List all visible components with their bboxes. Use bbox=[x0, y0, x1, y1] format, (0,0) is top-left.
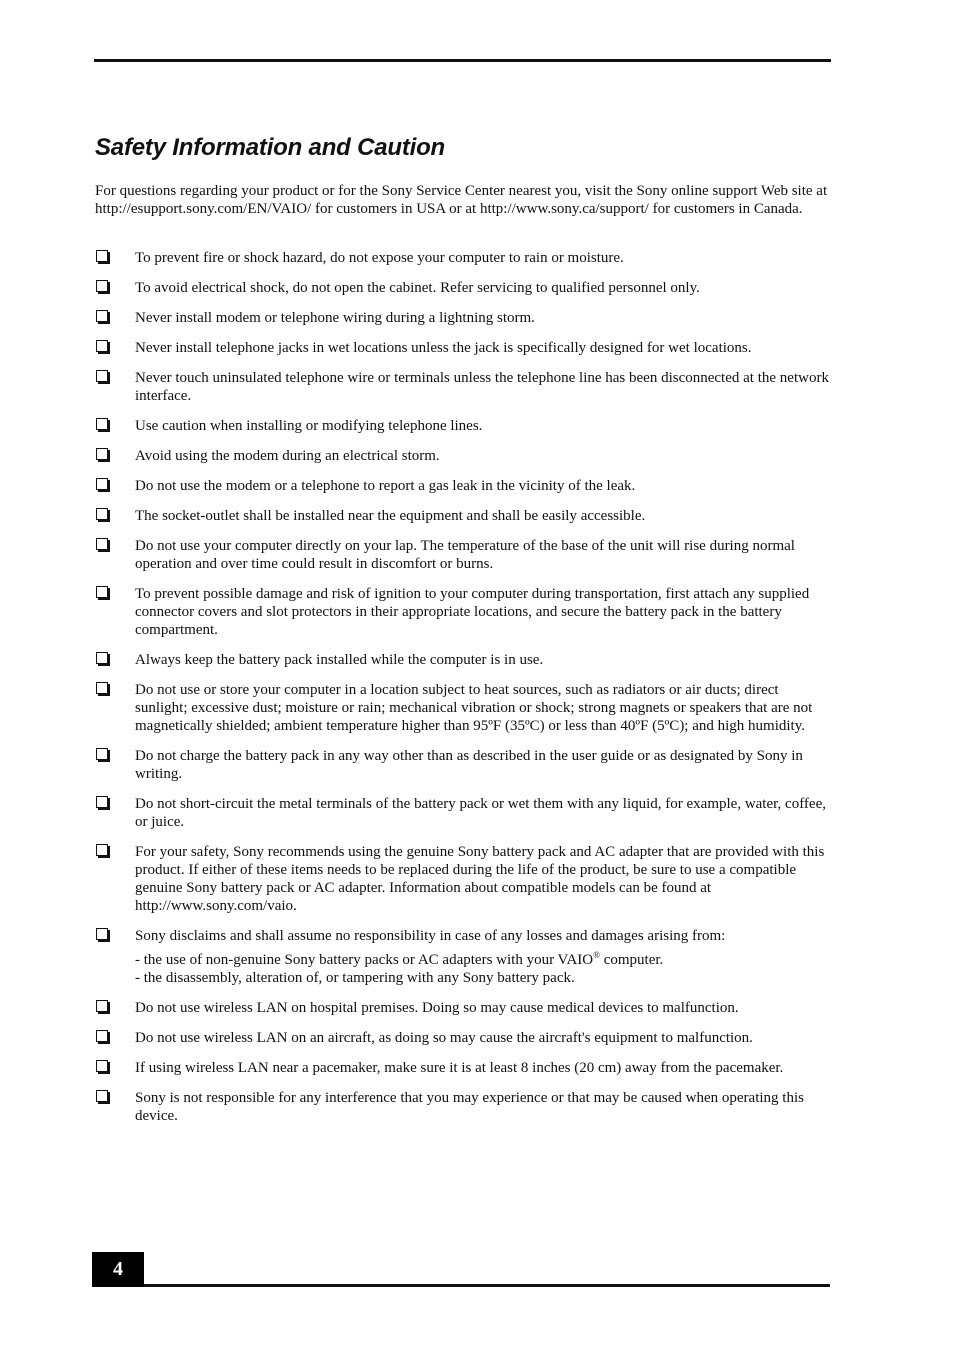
list-item: For your safety, Sony recommends using the genuine Sony battery pack and AC adapter that are provided with this product. If either of these items needs to be replaced during the life of the product, be sure to use a compatible genuine Sony battery pack or AC adapter. Information about compatible models can be found at http://www.sony.com/vaio. bbox=[95, 843, 831, 915]
checkbox-icon bbox=[96, 796, 108, 808]
header-rule bbox=[94, 59, 831, 62]
checkbox-icon bbox=[96, 280, 108, 292]
checkbox-icon bbox=[96, 250, 108, 262]
checkbox-icon bbox=[96, 748, 108, 760]
checkbox-icon bbox=[96, 652, 108, 664]
checkbox-icon bbox=[96, 586, 108, 598]
checkbox-icon bbox=[96, 928, 108, 940]
list-item: The socket-outlet shall be installed near the equipment and shall be easily accessible. bbox=[95, 507, 831, 525]
checkbox-icon bbox=[96, 508, 108, 520]
disclaimer-sub-1: - the use of non-genuine Sony battery packs or AC adapters with your VAIO® computer. bbox=[135, 950, 664, 968]
disclaimer-sub-2: - the disassembly, alteration of, or tampering with any Sony battery pack. bbox=[135, 970, 575, 986]
list-item: Never touch uninsulated telephone wire or terminals unless the telephone line has been disconnected at the network interface. bbox=[95, 369, 831, 405]
registered-mark: ® bbox=[593, 950, 600, 960]
list-item: Never install telephone jacks in wet locations unless the jack is specifically designed for wet locations. bbox=[95, 339, 831, 357]
checkbox-icon bbox=[96, 478, 108, 490]
list-item: Never install modem or telephone wiring during a lightning storm. bbox=[95, 309, 831, 327]
checkbox-icon bbox=[96, 538, 108, 550]
list-item: Do not short-circuit the metal terminals of the battery pack or wet them with any liquid, for example, water, coffee, or juice. bbox=[95, 795, 831, 831]
list-item: Sony is not responsible for any interference that you may experience or that may be caused when operating this device. bbox=[95, 1089, 831, 1125]
list-item: Use caution when installing or modifying telephone lines. bbox=[95, 417, 831, 435]
checkbox-icon bbox=[96, 340, 108, 352]
intro-paragraph: For questions regarding your product or for the Sony Service Center nearest you, visit the Sony online support Web site at http://esupport.sony.com/EN/VAIO/ for customers in USA or at http://www.sony.ca/support/ for customers in Canada. bbox=[95, 183, 828, 217]
safety-list bbox=[95, 249, 831, 1137]
checkbox-icon bbox=[96, 448, 108, 460]
list-item: Do not charge the battery pack in any way other than as described in the user guide or as designated by Sony in writing. bbox=[95, 747, 831, 783]
checkbox-icon bbox=[96, 682, 108, 694]
checkbox-icon bbox=[96, 1000, 108, 1012]
list-item: Avoid using the modem during an electrical storm. bbox=[95, 447, 831, 465]
page-title: Safety Information and Caution bbox=[95, 134, 446, 161]
list-item: Do not use the modem or a telephone to report a gas leak in the vicinity of the leak. bbox=[95, 477, 831, 495]
list-item: Always keep the battery pack installed while the computer is in use. bbox=[95, 651, 831, 669]
footer-rule bbox=[144, 1284, 830, 1287]
list-item: To avoid electrical shock, do not open the cabinet. Refer servicing to qualified personnel only. bbox=[95, 279, 831, 297]
list-item: To prevent fire or shock hazard, do not expose your computer to rain or moisture. bbox=[95, 249, 831, 267]
checkbox-icon bbox=[96, 1060, 108, 1072]
checkbox-icon bbox=[96, 1090, 108, 1102]
checkbox-icon bbox=[96, 310, 108, 322]
checkbox-icon bbox=[96, 370, 108, 382]
list-item-disclaimer: Sony disclaims and shall assume no responsibility in case of any losses and damages arising from: - the use of non-genuine Sony battery packs or AC adapters with your VAIO® computer. - the disassembly, alteration of, or tampering with any Sony battery pack. bbox=[95, 927, 831, 987]
list-item: If using wireless LAN near a pacemaker, make sure it is at least 8 inches (20 cm) away from the pacemaker. bbox=[95, 1059, 831, 1077]
checkbox-icon bbox=[96, 844, 108, 856]
list-item: To prevent possible damage and risk of ignition to your computer during transportation, first attach any supplied connector covers and slot protectors in their appropriate locations, and secure the battery pack in the battery compartment. bbox=[95, 585, 831, 639]
list-item: Do not use wireless LAN on an aircraft, as doing so may cause the aircraft's equipment to malfunction. bbox=[95, 1029, 831, 1047]
checkbox-icon bbox=[96, 418, 108, 430]
list-item: Do not use your computer directly on your lap. The temperature of the base of the unit will rise during normal operation and over time could result in discomfort or burns. bbox=[95, 537, 831, 573]
checkbox-icon bbox=[96, 1030, 108, 1042]
list-item: Do not use wireless LAN on hospital premises. Doing so may cause medical devices to malfunction. bbox=[95, 999, 831, 1017]
page-number: 4 bbox=[92, 1252, 144, 1287]
list-item: Do not use or store your computer in a location subject to heat sources, such as radiators or air ducts; direct sunlight; excessive dust; moisture or rain; mechanical vibration or shock; strong magnets or speakers that are not magnetically shielded; ambient temperature higher than 95ºF (35ºC) or less than 40ºF (5ºC); and high humidity. bbox=[95, 681, 831, 735]
